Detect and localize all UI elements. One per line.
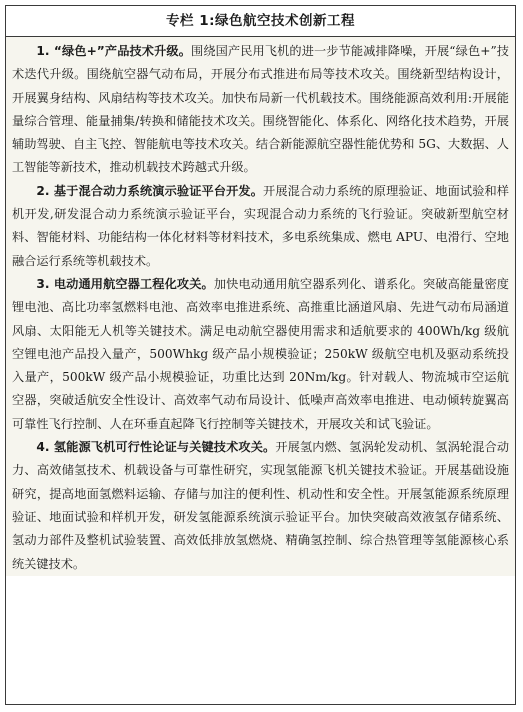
section-1-text: 围绕国产民用飞机的进一步节能减排降噪，开展“绿色+”技术迭代升级。围绕航空器气动布局，开展分布式推进布局等技术攻关。围绕新型结构设计，开展翼身结构、风扇结构等技术攻关。加快布局新一代机载技术。围绕能源高效利用:开展能量综合管理、能量捕集/转换和储能技术攻关。围绕智能化、体系化、网络化技术趋势，开展辅助驾驶、自主飞控、智能航电等技术攻关。结合新能源航空器性能优势和 5G、大数据、人工智能等新技术，推动机载技术跨越式升级。 bbox=[12, 44, 509, 175]
column-title: 专栏 1:绿色航空技术创新工程 bbox=[6, 6, 515, 37]
section-2 bbox=[12, 180, 509, 273]
section-1-heading: 1. “绿色+”产品技术升级。 bbox=[36, 44, 192, 58]
column-body bbox=[6, 37, 515, 576]
section-3 bbox=[12, 273, 509, 436]
section-4 bbox=[12, 436, 509, 576]
section-3-text: 加快电动通用航空器系列化、谱系化。突破高能量密度锂电池、高比功率氢燃料电池、高效率电推进系统、高推重比涵道风扇、先进气动布局涵道风扇、太阳能无人机等关键技术。满足电动航空器使用需求和适航要求的 400Wh/kg 级航空锂电池产品投入量产，500Whkg 级产品小规模验证；250kW 级航空电机及驱动系统投入量产，500kW 级产品小规模验证，功重比达到 20Nm/kg。针对载人、物流城市空运航空器，突破适航安全性设计、高效率气动布局设计、低噪声高效率电推进、电动倾转旋翼高可靠性飞行控制、人在环垂直起降飞行控制等关键技术，开展攻关和试飞验证。 bbox=[12, 276, 509, 431]
section-3-heading: 3. 电动通用航空器工程化攻关。 bbox=[36, 276, 214, 291]
section-1 bbox=[12, 40, 509, 180]
section-4-heading: 4. 氢能源飞机可行性论证与关键技术攻关。 bbox=[36, 440, 276, 455]
column-box bbox=[5, 5, 516, 705]
section-2-text: 开展混合动力系统的原理验证、地面试验和样机开发,研发混合动力系统演示验证平台，实现混合动力系统的飞行验证。突破新型航空材料、智能材料、功能结构一体化材料等材料技术，多电系统集成、燃电 APU、电滑行、空地融合运行系统等机载技术。 bbox=[12, 183, 509, 268]
section-2-heading: 2. 基于混合动力系统演示验证平台开发。 bbox=[36, 183, 264, 198]
section-4-text: 开展氢内燃、氢涡轮发动机、氢涡轮混合动力、高效储氢技术、机载设备与可靠性研究，实现氢能源飞机关键技术验证。开展基础设施研究，提高地面氢燃料运输、存储与加注的便利性、机动性和安全性。开展氢能源系统原理验证、地面试验和样机开发，研发氢能源系统演示验证平台。加快突破高效液氢存储系统、氢动力部件及整机试验装置、高效低排放氢燃烧、精确氢控制、综合热管理等氢能源核心系统关键技术。 bbox=[12, 440, 510, 571]
